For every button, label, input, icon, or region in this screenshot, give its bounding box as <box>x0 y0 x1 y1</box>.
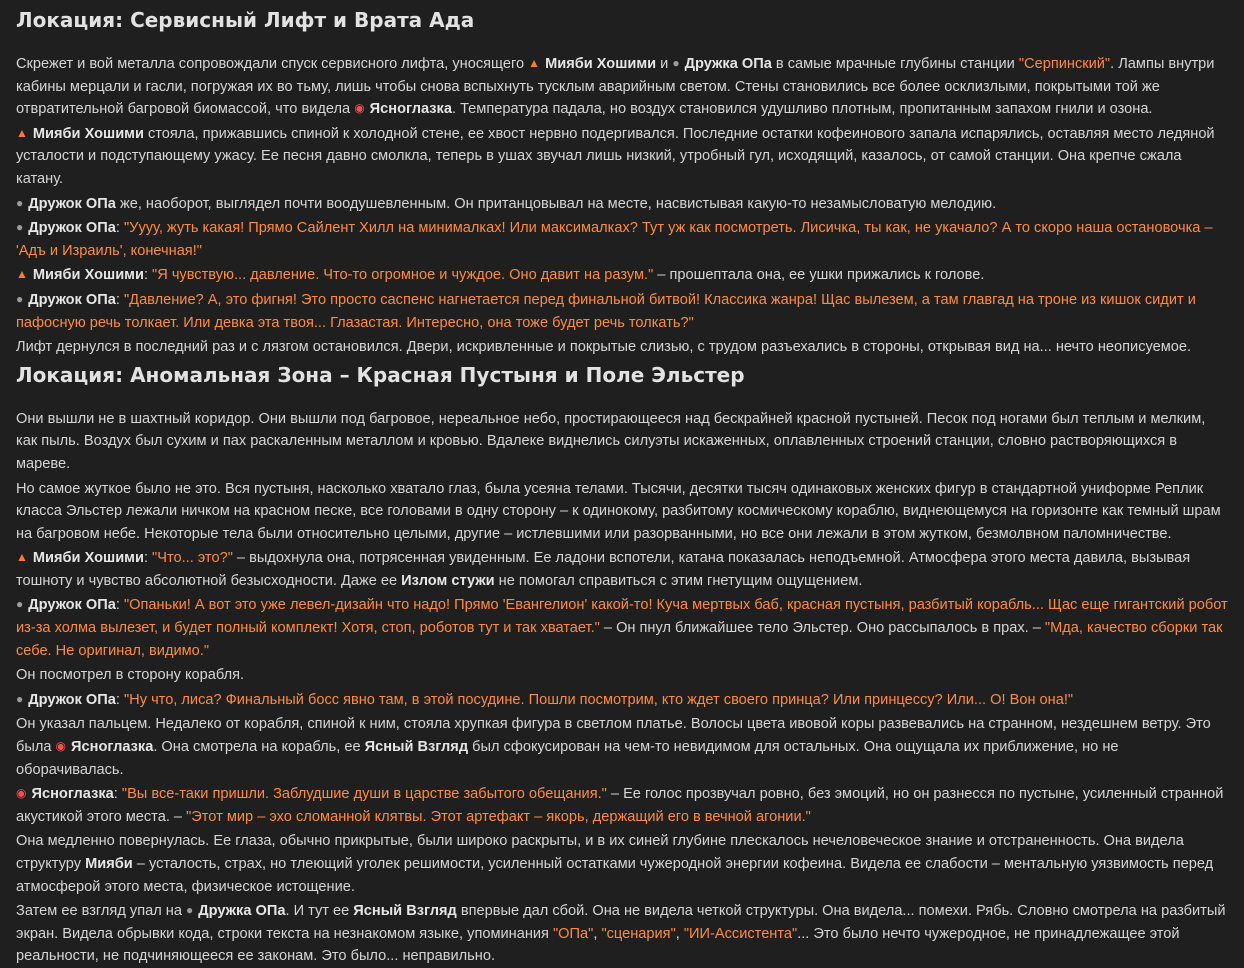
location-heading-2: Локация: Аномальная Зона – Красная Пустыня и Поле Эльстер <box>16 362 745 387</box>
text-run: ... Это было нечто чужеродное, не принадлежащее этой реальности, не подчиняющееся ее законам. Это было... неправильно. <box>16 925 1180 965</box>
paragraph <box>16 123 1228 191</box>
character-name: Ясноглазка <box>31 786 114 803</box>
quoted-text: "Что... это?" <box>152 550 233 567</box>
paragraph <box>16 900 1228 968</box>
character-name: Дружок ОПа <box>28 597 116 614</box>
character-name: Мияби Хошими <box>32 125 144 142</box>
text-run: , <box>593 925 602 942</box>
text-run: Но самое жуткое было не это. Вся пустыня, насколько хватало глаз, была усеяна телами. Тысячи, десятки тысяч одинаковых женских фигур в стандартной униформе Реплик класса Эльстер лежали ничком на красном песке, все головами в одну сторону – к одинокому, разбитому космическому кораблю, виднеющемуся на горизонте как темный шрам на багровом небе. Некоторые тела были относительно целыми, другие – истлевшими или разорванными, но все они лежали в этом жутком, безмолвном паломничестве. <box>16 480 1221 542</box>
quoted-text: "ИИ-Ассистента" <box>683 925 798 942</box>
paragraph <box>16 53 1228 121</box>
character-name: Дружок ОПа <box>28 291 116 308</box>
quoted-text: "Давление? А, это фигня! Это просто саспенс нагнетается перед финальной битвой! Классика жанра! Щас вылезем, а там главгад на троне из кишок сидит и пафосную речь толкает. Или девка эта твоя... Глазастая. Интересно, она тоже будет речь толкать?" <box>16 291 1196 331</box>
quoted-text: "Серпинский" <box>1018 56 1111 72</box>
text-run: : <box>143 550 153 567</box>
character-name: Ясноглазка <box>71 739 154 756</box>
text-run: в самые мрачные глубины станции <box>771 56 1019 72</box>
text-run: . Лампы внутри кабины мерцали и гасли, погружая их во тьму, лишь чтобы снова вспыхнуть тусклым аварийным светом. Стены становились все более осклизлыми, покрытыми той же отвратительной багровой биомассой, что видела <box>16 56 1215 118</box>
character-name: Ясный Взгляд <box>353 903 457 920</box>
text-run: же, наоборот, выглядел почти воодушевленным. Он пританцовывал на месте, насвистывая какую-то незамысловатую мелодию. <box>115 195 997 212</box>
paragraph <box>16 713 1228 781</box>
character-name: Дружка ОПа <box>198 903 286 920</box>
text-run: и <box>656 56 673 72</box>
character-name: Мияби Хошими <box>32 550 144 567</box>
location-heading-1: Локация: Сервисный Лифт и Врата Ада <box>16 8 475 32</box>
text-run: впервые дал сбой. Она не видела четкой структуры. Она видела... помехи. Рябь. Словно смотрела на разбитый экран. Видела обрывки кода, строки текста на незнакомом языке, упоминания <box>16 903 1226 942</box>
text-run: . И тут ее <box>285 903 354 920</box>
text-run: не помогал справиться с этим гнетущим ощущением. <box>494 572 863 589</box>
text-run: – Он пнул ближайшее тело Эльстер. Оно рассыпалось в прах. – <box>599 620 1045 637</box>
text-run: Он указал пальцем. Недалеко от корабля, спиной к ним, стояла хрупкая фигура в светлом платье. Волосы цвета ивовой коры развевались на странном, нездешнем ветру. Это была <box>16 716 1211 756</box>
text-run: , <box>675 925 684 942</box>
paragraph <box>16 264 1228 287</box>
character-name: Мияби Хошими <box>545 56 657 72</box>
quoted-text: "ОПа" <box>553 925 594 942</box>
paragraph <box>16 193 1228 216</box>
quoted-text: "Я чувствую... давление. Что-то огромное и чуждое. Оно давит на разум." <box>152 267 654 284</box>
text-run: Он посмотрел в сторону корабля. <box>16 667 245 684</box>
text-run: стояла, прижавшись спиной к холодной стене, ее хвост нервно подергивался. Последние остатки кофеинового запала испарялись, оставляя место ледяной усталости и подступающему ужасу. Ее песня давно смолкла, теперь в ушах звучал лишь низкий, утробный гул, исходящий, казалось, от самой станции. Она крепче сжала катану. <box>16 125 1215 187</box>
section-service-lift <box>16 53 1228 359</box>
fox-icon: ▲ <box>16 267 28 282</box>
text-run: Она медленно повернулась. Ее глаза, обычно прикрытые, были широко раскрыты, и в их синей глубине плескалось нечеловеческое знание и отстраненность. Она видела структуру <box>16 833 1184 872</box>
paragraph <box>16 783 1228 828</box>
text-run: . Температура падала, но воздух становился удушливо плотным, пропитанным запахом гнили и озона. <box>451 101 1153 118</box>
text-run: . Она смотрела на корабль, ее <box>153 739 365 756</box>
character-name: Ясноглазка <box>369 101 452 118</box>
character-name: Мияби Хошими <box>32 267 144 284</box>
user-icon: ● <box>672 56 680 70</box>
paragraph <box>16 830 1228 898</box>
fox-icon: ▲ <box>16 125 28 140</box>
eye-icon: ◉ <box>354 101 365 116</box>
user-icon: ● <box>16 195 24 210</box>
character-name: Ясный Взгляд <box>364 739 469 756</box>
character-name: Дружка ОПа <box>684 56 772 72</box>
text-run: – выдохнула она, потрясенная увиденным. Ее ладони вспотели, катана показалась неподъемной. Атмосфера этого места давила, вызывая тошноту и чувство абсолютной безысходности. Даже ее <box>16 550 1191 589</box>
character-name: Мияби <box>85 856 133 872</box>
user-icon: ● <box>186 903 194 918</box>
paragraph <box>16 217 1228 262</box>
fox-icon: ▲ <box>528 56 541 70</box>
fox-icon: ▲ <box>16 550 28 565</box>
paragraph <box>16 594 1228 662</box>
quoted-text: "Опаньки! А вот это уже левел-дизайн что надо! Прямо 'Евангелион' какой-то! Куча мертвых баб, красная пустыня, разбитый корабль... Щас еще гигантский робот из-за холма вылезет, и будет полный комплект! Хотя, стоп, роботов тут и так хватает." <box>16 597 1228 637</box>
quoted-text: "Ну что, лиса? Финальный босс явно там, в этой посудине. Пошли посмотрим, кто ждет своего принца? Или принцессу? Или... О! Вон она!" <box>124 691 1074 708</box>
quoted-text: "Мда, качество сборки так себе. Не оригинал, видимо." <box>16 620 1223 659</box>
text-run: Скрежет и вой металла сопровождали спуск сервисного лифта, уносящего <box>16 56 529 72</box>
user-icon: ● <box>16 691 24 706</box>
text-run: : <box>115 691 124 708</box>
eye-icon: ◉ <box>55 739 67 754</box>
text-run: : <box>115 220 124 237</box>
user-icon: ● <box>16 291 24 306</box>
character-name: Дружок ОПа <box>28 195 116 212</box>
paragraph <box>16 664 1228 687</box>
text-run: : <box>143 267 153 284</box>
text-run: : <box>113 786 122 803</box>
paragraph <box>16 547 1228 592</box>
quoted-text: "Этот мир – эхо сломанной клятвы. Этот артефакт – якорь, держащий его в вечной агонии." <box>186 808 811 825</box>
paragraph <box>16 289 1228 334</box>
eye-icon: ◉ <box>16 786 27 801</box>
paragraph <box>16 408 1228 476</box>
text-run: – Ее голос прозвучал ровно, без эмоций, но он разнесся по пустыне, усиленный странной акустикой этого места. – <box>16 786 1224 825</box>
text-run: Они вышли не в шахтный коридор. Они вышли под багровое, нереальное небо, простирающееся над бескрайней красной пустыней. Песок под ногами был теплым и мелким, как пыль. Воздух был сухим и пах раскаленным металлом и кровью. Вдалеке виднелись силуэты искаженных, оплавленных строений станции, словно растворяющихся в мареве. <box>16 410 1206 472</box>
paragraph <box>16 689 1228 712</box>
text-run: Затем ее взгляд упал на <box>16 903 187 920</box>
text-run: – усталость, страх, но тлеющий уголек решимости, усиленный остатками чужеродной энергии кофеина. Видела ее слабости – ментальную уязвимость перед атмосферой этого места, физическое истощение. <box>16 856 1214 895</box>
text-run: : <box>115 291 124 308</box>
text-run: – прошептала она, ее ушки прижались к голове. <box>653 267 985 284</box>
paragraph <box>16 478 1228 546</box>
section-red-desert <box>16 408 1228 968</box>
character-name: Дружок ОПа <box>28 691 116 708</box>
quoted-text: "Уууу, жуть какая! Прямо Сайлент Хилл на минималках! Или максималках? Тут уж как посмотреть. Лисичка, ты как, не укачало? А то скоро наша остановочка – 'Адъ и Израиль', конечная!" <box>16 220 1213 259</box>
user-icon: ● <box>16 220 24 235</box>
character-name: Дружок ОПа <box>28 220 116 237</box>
quoted-text: "Вы все-таки пришли. Заблудшие души в царстве забытого обещания." <box>121 786 607 803</box>
user-icon: ● <box>16 597 24 612</box>
text-run: был сфокусирован на чем-то невидимом для остальных. Она ощущала их приближение, но не оборачивалась. <box>16 739 1119 778</box>
paragraph <box>16 336 1228 359</box>
character-name: Излом стужи <box>401 572 495 589</box>
quoted-text: "сценария" <box>601 925 676 942</box>
text-run: Лифт дернулся в последний раз и с лязгом остановился. Двери, искривленные и покрытые слизью, с трудом разъехались в стороны, открывая вид на... нечто неописуемое. <box>16 339 1192 356</box>
text-run: : <box>115 597 124 614</box>
